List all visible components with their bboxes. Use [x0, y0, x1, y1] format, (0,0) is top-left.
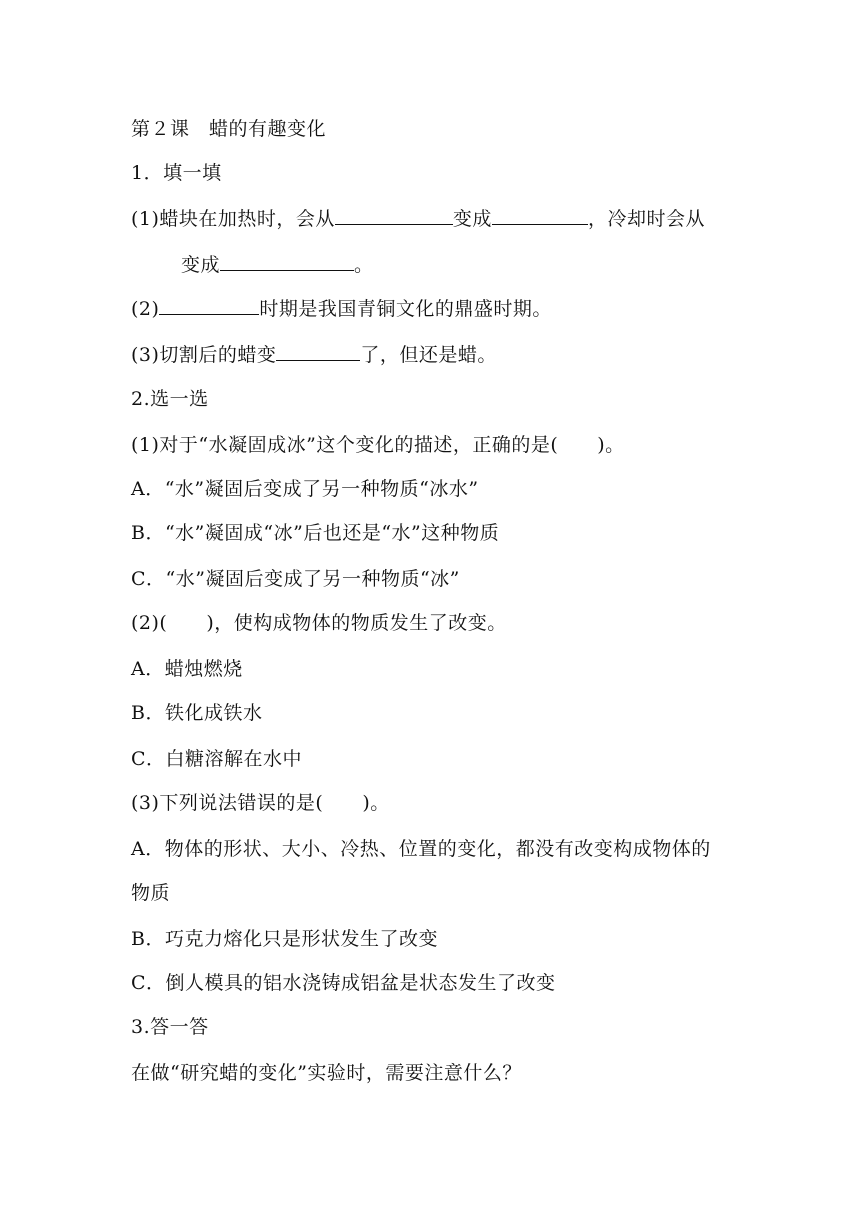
choice-q1-option-a[interactable]: A．“水”凝固后变成了另一种物质“冰水”: [131, 478, 479, 500]
fill-blank-3[interactable]: [220, 252, 354, 271]
fill-blank-1[interactable]: [335, 206, 453, 225]
lesson-title: 第２课 蜡的有趣变化: [131, 118, 327, 140]
fill-blank-4[interactable]: [159, 296, 259, 315]
choice-question-1-stem: (1)对于“水凝固成冰”这个变化的描述，正确的是( )。: [131, 434, 625, 456]
choice-q1-option-c[interactable]: C．“水”凝固后变成了另一种物质“冰”: [131, 568, 460, 590]
fill-q1-part3: ，冷却时会从: [587, 208, 705, 230]
fill-q2-prefix: (2): [131, 298, 160, 320]
fill-question-1-line2: [181, 252, 374, 278]
fill-q1-part4: 变成: [181, 254, 221, 276]
fill-question-1-line1: [131, 206, 705, 232]
choice-q3-option-c[interactable]: C．倒人模具的铝水浇铸成铝盆是状态发生了改变: [131, 972, 556, 994]
section3-heading: 3.答一答: [131, 1016, 209, 1038]
fill-q2-suffix: 时期是我国青铜文化的鼎盛时期。: [259, 298, 552, 320]
fill-q3-prefix: (3)切割后的蜡变: [131, 344, 277, 366]
fill-question-2: [131, 296, 552, 322]
choice-question-3-stem: (3)下列说法错误的是( )。: [131, 792, 390, 814]
fill-q1-part2: 变成: [452, 208, 492, 230]
fill-q1-part1: (1)蜡块在加热时，会从: [131, 208, 335, 230]
fill-blank-2[interactable]: [492, 206, 588, 225]
fill-q3-suffix: 了，但还是蜡。: [360, 344, 497, 366]
fill-question-3: [131, 342, 497, 368]
choice-q3-option-a[interactable]: A．物体的形状、大小、冷热、位置的变化，都没有改变构成物体的: [131, 838, 711, 860]
section1-heading: 1．填一填: [131, 162, 222, 184]
fill-q1-part5: 。: [354, 254, 374, 276]
fill-blank-5[interactable]: [276, 342, 360, 361]
choice-q3-option-b[interactable]: B．巧克力熔化只是形状发生了改变: [131, 928, 438, 950]
choice-q2-option-c[interactable]: C．白糖溶解在水中: [131, 748, 303, 770]
choice-q2-option-a[interactable]: A．蜡烛燃烧: [131, 658, 243, 680]
choice-q2-option-b[interactable]: B．铁化成铁水: [131, 702, 263, 724]
answer-question: 在做“研究蜡的变化”实验时，需要注意什么？: [131, 1062, 522, 1084]
choice-q3-option-a-continued[interactable]: 物质: [131, 882, 171, 904]
choice-q1-option-b[interactable]: B．“水”凝固成“冰”后也还是“水”这种物质: [131, 522, 500, 544]
section2-heading: 2.选一选: [131, 388, 209, 410]
choice-question-2-stem: (2)( )，使构成物体的物质发生了改变。: [131, 612, 507, 634]
